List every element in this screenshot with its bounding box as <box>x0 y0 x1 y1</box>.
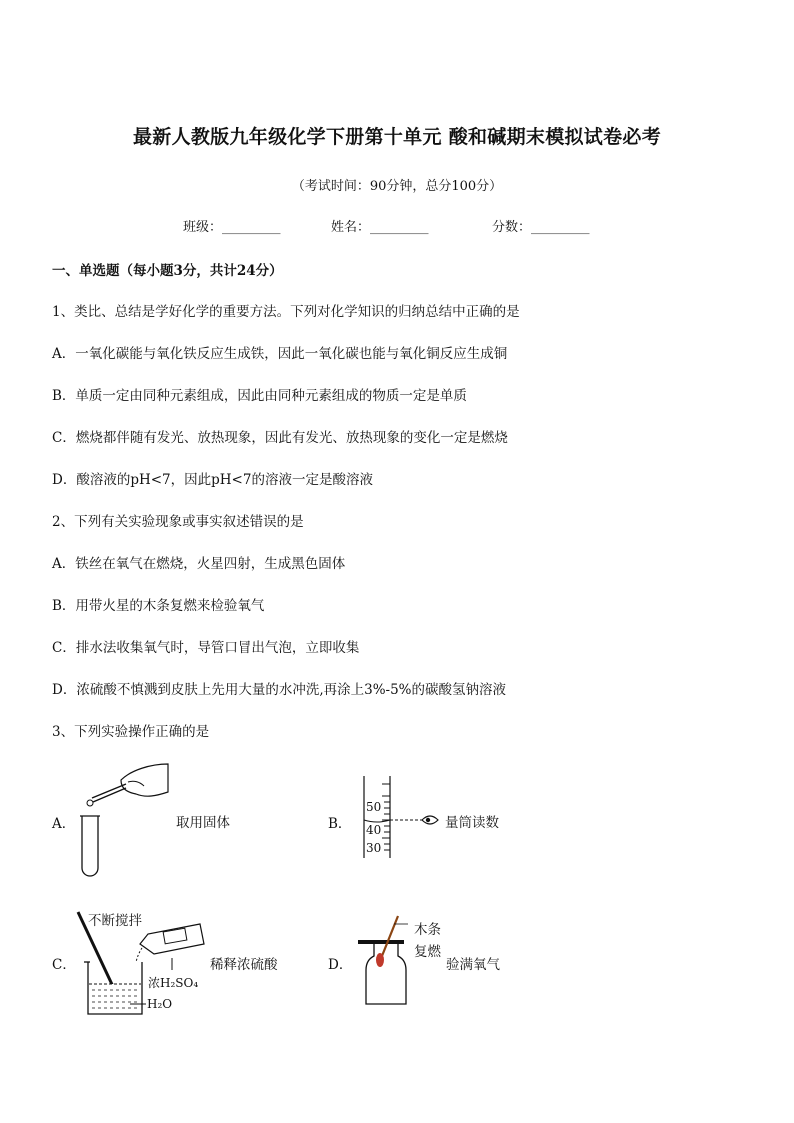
q1-stem: 1、类比、总结是学好化学的重要方法。下列对化学知识的归纳总结中正确的是 <box>52 304 520 320</box>
gas-bottle-icon <box>366 944 406 1004</box>
q2-stem: 2、下列有关实验现象或事实叙述错误的是 <box>52 514 304 530</box>
q3-option-b-label: B． <box>328 816 352 832</box>
q3-option-c-stir-text: 不断搅拌 <box>88 913 142 929</box>
q3-option-a-label: A． <box>52 816 76 832</box>
q3-option-b-caption: 量筒读数 <box>445 815 499 831</box>
test-tube-icon <box>82 816 98 876</box>
relit-label: 复燃 <box>414 944 441 960</box>
score-field: 分数：_________ <box>492 220 590 235</box>
q1-option-c: C．燃烧都伴随有发光、放热现象，因此有发光、放热现象的变化一定是燃烧 <box>52 430 508 446</box>
reagent-bottle-icon <box>140 924 204 954</box>
name-field: 姓名：_________ <box>331 220 429 235</box>
tick-label-40: 40 <box>366 823 382 837</box>
tick-label-30: 30 <box>366 841 382 855</box>
q3-stem: 3、下列实验操作正确的是 <box>52 724 210 740</box>
page-title: 最新人教版九年级化学下册第十单元 酸和碱期末模拟试卷必考 <box>132 126 662 148</box>
q3-option-c-caption: 稀释浓硫酸 <box>210 957 278 973</box>
q3-option-a-caption: 取用固体 <box>176 815 230 831</box>
dilution-figure <box>70 910 210 1020</box>
section-heading: 一、单选题（每小题3分，共计24分） <box>52 263 283 279</box>
q2-option-b: B．用带火星的木条复燃来检验氧气 <box>52 598 265 614</box>
test-tube-tweezers-figure <box>76 762 176 880</box>
exam-info: （考试时间：90分钟，总分100分） <box>291 179 503 194</box>
q3-option-d-caption: 验满氧气 <box>446 957 500 973</box>
oxygen-test-figure <box>354 914 414 1006</box>
acid-label: 浓H₂SO₄ <box>148 976 199 990</box>
tick-label-50: 50 <box>366 800 382 814</box>
q2-option-c: C．排水法收集氧气时，导管口冒出气泡，立即收集 <box>52 640 360 656</box>
q3-option-c-label: C． <box>52 957 76 973</box>
flame-icon <box>376 953 384 967</box>
stick-label: 木条 <box>414 922 441 938</box>
q1-option-a: A．一氧化碳能与氧化铁反应生成铁，因此一氧化碳也能与氧化铜反应生成铜 <box>52 346 508 362</box>
q3-option-d-label: D． <box>328 957 353 973</box>
water-label: H₂O <box>147 997 173 1011</box>
q2-option-a: A．铁丝在氧气在燃烧，火星四射，生成黑色固体 <box>52 556 346 572</box>
class-field: 班级：_________ <box>183 220 281 235</box>
wooden-stick-icon <box>382 916 398 956</box>
hand-icon <box>121 764 168 796</box>
q2-option-d: D．浓硫酸不慎溅到皮肤上先用大量的水冲洗,再涂上3%-5%的碳酸氢钠溶液 <box>52 682 507 698</box>
q1-option-d: D．酸溶液的pH<7，因此pH<7的溶液一定是酸溶液 <box>52 472 373 488</box>
q1-option-b: B．单质一定由同种元素组成，因此由同种元素组成的物质一定是单质 <box>52 388 467 404</box>
